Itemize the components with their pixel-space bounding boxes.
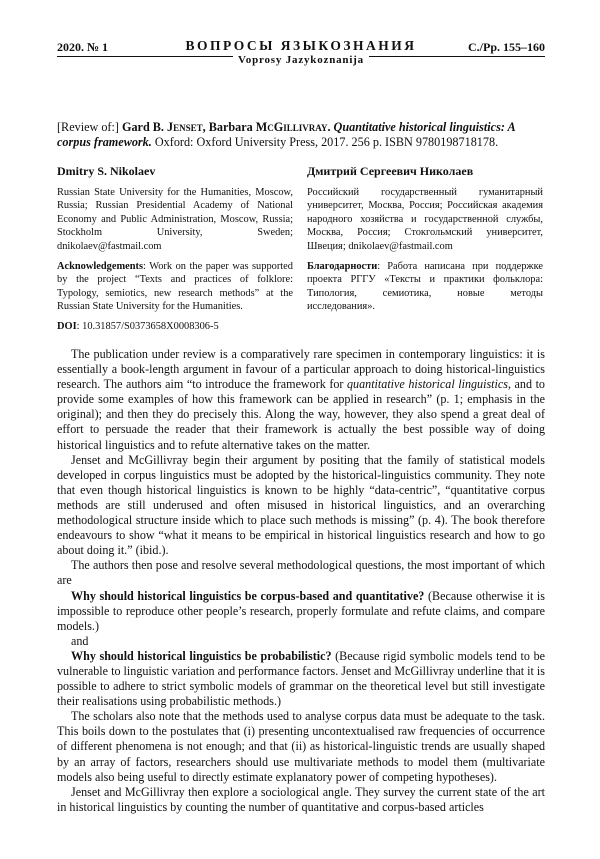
review-author-given: Gard B. [121, 120, 168, 134]
affiliation-ru: Российский государственный гуманитарный университет, Москва, Россия; Российская академия народного хозяйства и государственной службы, Москва, Россия; Стокгольмский университет, Швеция; dnikolaev@fastmail.com [307, 186, 543, 252]
review-author-dot: . [327, 120, 334, 134]
paragraph-3: The authors then pose and resolve several methodological questions, the most important of which are [57, 558, 545, 588]
connector-and: and [71, 633, 89, 648]
journal-subtitle: Voprosy Jazykoznanija [233, 54, 369, 66]
review-citation [57, 120, 551, 150]
paragraph-2: Jenset and McGillivray begin their argument by positing that the family of statistical models developed in corpus linguistics must be adopted by the historical-linguistics community. They note that even though historical linguistics is known to be highly “data-centric”, “quantitative corpus methods are still underused and often misused in historical linguistics, and an overarching methodological structure inside which to place such methods is missing” (p. 4). The book therefore endeavours to show “what it means to be empirical in historical linguistics research and how to go about doing it.” (ibid.). [57, 452, 545, 558]
journal-title: ВОПРОСЫ ЯЗЫКОЗНАНИЯ [185, 38, 417, 53]
russian-meta-column [307, 165, 543, 320]
question-1-answer: (Because otherwise it is impossible to reproduce other people’s research, properly formulate and refute claims, and compare models.) [57, 588, 546, 633]
review-author1: Jenset [167, 120, 203, 134]
question-2-heading: Why should historical linguistics be probabilistic? [71, 648, 332, 663]
ack-text-ru: : Работа написана при поддержке проекта РГГУ «Тексты и практики фольклора: Типология, семиотика, новые методы исследования». [307, 260, 543, 313]
page-range: С./Pp. 155–160 [467, 40, 545, 54]
question-1-heading: Why should historical linguistics be corpus-based and quantitative? [71, 588, 425, 603]
question-2 [57, 649, 545, 709]
ack-text-en: : Work on the paper was supported by the project “Texts and practices of folklore: Typology, semiotics, new research methods” at the Russian State University for the Humanities. [57, 260, 293, 313]
ack-label-en: Acknowledgements [57, 260, 144, 272]
question-1 [57, 589, 545, 634]
review-book-title: Quantitative historical linguistics: A corpus framework. [57, 120, 515, 149]
p1-text-a: The publication under review is a comparatively rare specimen in contemporary linguistics: it is essentially a book-length argument in favour of a particular approach to doing historical-linguistics research. The authors aim “to introduce the framework for [57, 347, 545, 392]
review-author2: McGillivray [255, 120, 328, 134]
doi-value: : 10.31857/S0373658X0008306-5 [76, 320, 219, 332]
doi [57, 320, 293, 334]
review-author-sep: , Barbara [202, 120, 256, 134]
acknowledgements-en [57, 260, 293, 314]
paragraph-4: The scholars also note that the methods used to analyse corpus data must be adequate to the task. This boils down to the postulates that (i) presenting uncontextualised raw frequencies of occurrence of different phenomena is not enough; and that (ii) as historical-linguistic trends are usually shaped by an array of factors, researchers should use multivariate methods to model them (multivariate models also being useful to directly estimate explanatory power of competing hypotheses). [57, 709, 545, 784]
author-name-en: Dmitry S. Nikolaev [57, 164, 156, 178]
english-meta-column [57, 165, 293, 334]
p1-emphasis: quantitative historical linguistics [347, 377, 508, 392]
review-prefix: [Review of:] [57, 120, 122, 134]
author-name-ru: Дмитрий Сергеевич Николаев [307, 164, 474, 178]
ack-label-ru: Благодарности [307, 260, 378, 272]
affiliation-en: Russian State University for the Humanities, Moscow, Russia; Russian Presidential Academy of National Economy and Public Administration, Moscow, Russia; Stockholm University, Sweden; dnikolaev@fastmail.com [57, 186, 293, 252]
acknowledgements-ru [307, 260, 543, 314]
question-2-answer: (Because rigid symbolic models tend to be vulnerable to linguistic variation and performance factors. Jenset and McGillivray underline that it is possible to adhere to strict symbolic models of grammar on the theoretical level but still investigate their realisations using probabilistic methods.) [57, 648, 545, 709]
review-publication: Oxford: Oxford University Press, 2017. 256 p. ISBN 9780198718178. [151, 135, 499, 149]
paragraph-5: Jenset and McGillivray then explore a sociological angle. They survey the current state of the art in historical linguistics by counting the number of quantitative and corpus-based articles [57, 784, 545, 814]
p1-text-b: , and to provide some examples of how this framework can be applied in research” (p. 1; emphasis in the original); and then they do precisely this. Along the way, however, they also spend a great deal of effort to persuade the reader that their framework is actually the best possible way of doing historical linguistics and to refute alternative takes on the matter. [57, 377, 545, 452]
journal-subtitle-wrap [57, 50, 545, 68]
doi-label: DOI [57, 320, 77, 332]
review-body [57, 347, 545, 815]
issue-number: 2020. № 1 [57, 40, 109, 54]
paragraph-1 [57, 347, 545, 453]
page [57, 0, 545, 859]
